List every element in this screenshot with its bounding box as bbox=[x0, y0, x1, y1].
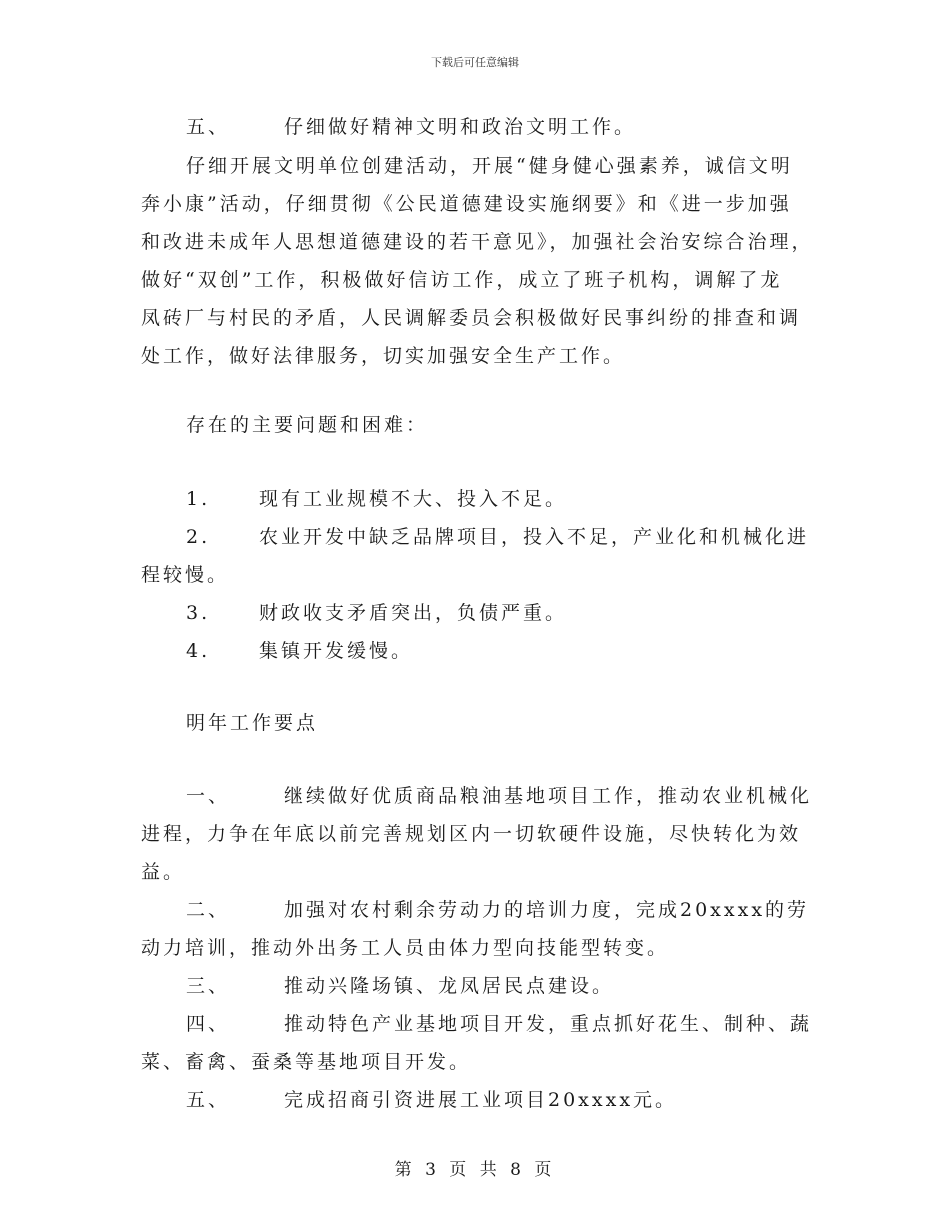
problem-text: 集镇开发缓慢。 bbox=[259, 640, 414, 662]
plan-number: 二、 bbox=[186, 899, 231, 921]
problem-text: 财政收支矛盾突出，负债严重。 bbox=[259, 602, 568, 624]
paragraph-line: 凤砖厂与村民的矛盾，人民调解委员会积极做好民事纠纷的排查和调 bbox=[141, 307, 802, 329]
problem-number: 1. bbox=[186, 488, 211, 510]
problem-text: 农业开发中缺乏品牌项目，投入不足，产业化和机械化进 bbox=[259, 526, 810, 548]
problem-text: 现有工业规模不大、投入不足。 bbox=[259, 488, 568, 510]
plan-number: 三、 bbox=[186, 975, 231, 997]
plan-text: 完成招商引资进展工业项目20xxxx元。 bbox=[284, 1089, 678, 1111]
paragraph-line: 奔小康”活动，仔细贯彻《公民道德建设实施纲要》和《进一步加强 bbox=[141, 193, 792, 215]
plan-text: 加强对农村剩余劳动力的培训力度，完成20xxxx的劳 bbox=[284, 899, 810, 921]
paragraph-line: 做好“双创”工作，积极做好信访工作，成立了班子机构，调解了龙 bbox=[141, 269, 783, 291]
plan-number: 一、 bbox=[186, 785, 231, 807]
plan-text-continued: 进程，力争在年底以前完善规划区内一切软硬件设施，尽快转化为效 bbox=[141, 823, 802, 845]
plan-text-continued: 益。 bbox=[141, 861, 186, 883]
plan-text-continued: 菜、畜禽、蚕桑等基地项目开发。 bbox=[141, 1051, 472, 1073]
plan-number: 五、 bbox=[186, 1089, 231, 1111]
page-header: 下载后可任意编辑 bbox=[431, 56, 519, 69]
paragraph-line: 仔细开展文明单位创建活动，开展“健身健心强素养，诚信文明 bbox=[186, 155, 793, 177]
plan-text: 继续做好优质商品粮油基地项目工作，推动农业机械化 bbox=[284, 785, 813, 807]
plan-text: 推动特色产业基地项目开发，重点抓好花生、制种、蔬 bbox=[284, 1013, 813, 1035]
section-title: 仔细做好精神文明和政治文明工作。 bbox=[284, 116, 637, 138]
plan-text: 推动兴隆场镇、龙凤居民点建设。 bbox=[284, 975, 615, 997]
problem-number: 2. bbox=[186, 526, 211, 548]
problems-heading: 存在的主要问题和困难： bbox=[186, 414, 429, 436]
paragraph-line: 和改进未成年人思想道德建设的若干意见》，加强社会治安综合治理， bbox=[141, 231, 814, 253]
paragraph-line: 处工作，做好法律服务，切实加强安全生产工作。 bbox=[141, 345, 626, 367]
section-number: 五、 bbox=[186, 116, 231, 138]
problem-number: 4. bbox=[186, 640, 211, 662]
page-footer: 第 3 页 共 8 页 bbox=[394, 1160, 556, 1180]
plan-number: 四、 bbox=[186, 1013, 231, 1035]
plan-text-continued: 动力培训，推动外出务工人员由体力型向技能型转变。 bbox=[141, 937, 670, 959]
plan-heading: 明年工作要点 bbox=[186, 712, 319, 734]
problem-number: 3. bbox=[186, 602, 211, 624]
problem-text-continued: 程较慢。 bbox=[141, 564, 230, 586]
